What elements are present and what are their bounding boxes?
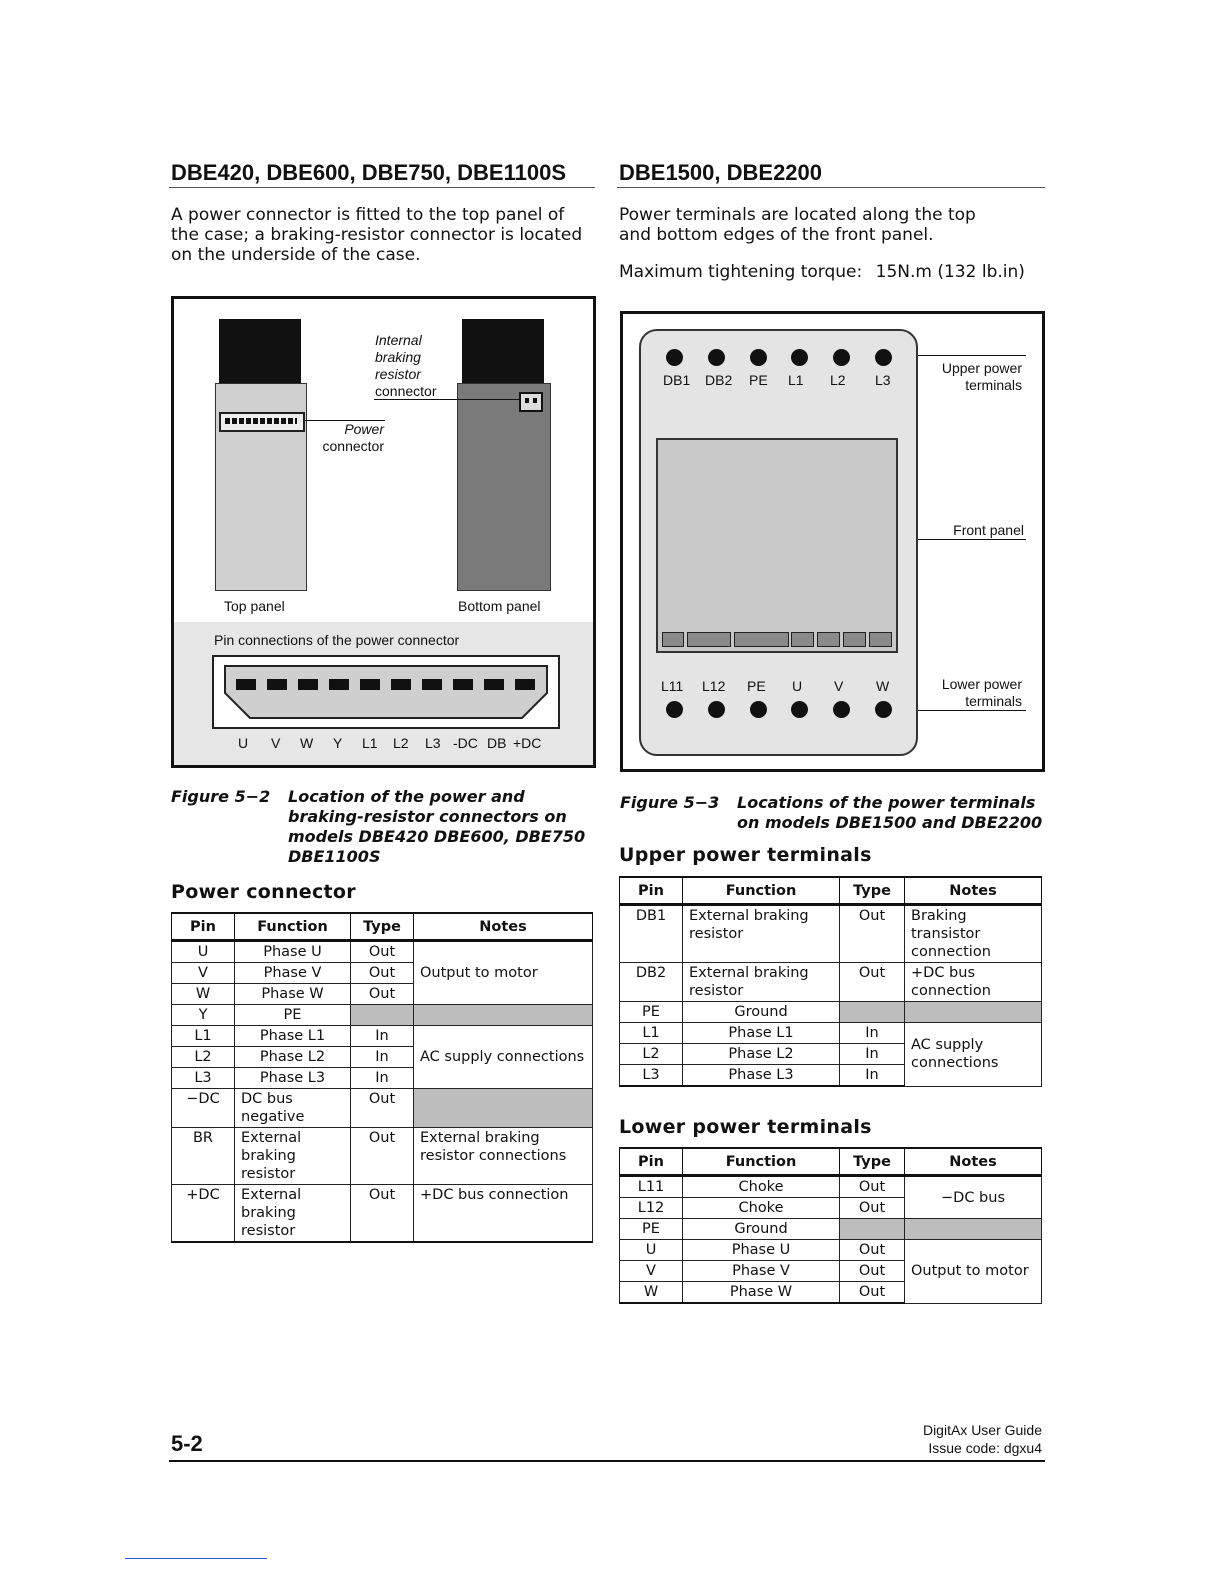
footer-issue: Issue code: dgxu4 bbox=[928, 1440, 1042, 1456]
th-function: Function bbox=[683, 877, 840, 905]
upper-terminal-db2 bbox=[708, 349, 725, 366]
table-row: DB1 External braking resistor Out Braking transistor connection bbox=[620, 905, 1042, 963]
right-heading-rule bbox=[617, 187, 1045, 188]
top-panel-label: Top panel bbox=[224, 598, 285, 614]
notes-ac: AC supply connections bbox=[414, 1026, 593, 1089]
th-type: Type bbox=[351, 913, 414, 941]
plug-pin-7 bbox=[422, 679, 442, 690]
upper-label-db2: DB2 bbox=[705, 372, 733, 388]
pin-label-l1: L1 bbox=[362, 735, 378, 751]
pin-label-y: Y bbox=[333, 735, 343, 751]
terminal-block-6 bbox=[843, 632, 866, 647]
table-row: L1 Phase L1 In AC supply connections bbox=[620, 1023, 1042, 1044]
bottom-link-line bbox=[125, 1558, 267, 1559]
lower-terminal-l12 bbox=[708, 701, 725, 718]
left-intro: A power connector is fitted to the top panel of the case; a braking-resistor connector is located on the underside of the case. bbox=[171, 205, 583, 265]
table-row: L12 Choke Out bbox=[620, 1198, 1042, 1219]
upper-terminals-label: Upper power terminals bbox=[941, 360, 1022, 393]
left-heading: DBE420, DBE600, DBE750, DBE1100S bbox=[171, 160, 566, 185]
power-connector-title: Power connector bbox=[171, 881, 356, 903]
plug-pin-9 bbox=[484, 679, 504, 690]
upper-leader-line bbox=[918, 355, 1026, 356]
table-row: L1 Phase L1 In AC supply connections bbox=[172, 1026, 593, 1047]
left-heading-rule bbox=[169, 187, 595, 188]
table-row: U Phase U Out Output to motor bbox=[620, 1240, 1042, 1261]
lower-label-u: U bbox=[792, 678, 803, 694]
th-function: Function bbox=[683, 1148, 840, 1176]
page-number: 5-2 bbox=[171, 1431, 203, 1456]
front-panel-label: Front panel bbox=[953, 522, 1024, 538]
table-row: L2 Phase L2 In bbox=[172, 1047, 593, 1068]
front-leader-line bbox=[918, 539, 1026, 540]
left-figure-number: Figure 5−2 bbox=[171, 787, 271, 806]
table-row: W Phase W Out bbox=[620, 1282, 1042, 1304]
lower-terminals-table bbox=[619, 1147, 1042, 1304]
upper-label-db1: DB1 bbox=[663, 372, 691, 388]
notes-motor: Output to motor bbox=[905, 1240, 1042, 1304]
power-connector-socket bbox=[219, 412, 305, 432]
upper-label-l2: L2 bbox=[830, 372, 846, 388]
table-row: L2 Phase L2 In bbox=[620, 1044, 1042, 1065]
table-row: W Phase W Out bbox=[172, 984, 593, 1005]
lower-label-l12: L12 bbox=[702, 678, 726, 694]
right-heading: DBE1500, DBE2200 bbox=[619, 160, 823, 185]
pin-label-u: U bbox=[238, 735, 249, 751]
pin-label-l3: L3 bbox=[425, 735, 441, 751]
lower-terminals-title: Lower power terminals bbox=[619, 1116, 872, 1138]
footer-guide: DigitAx User Guide bbox=[922, 1422, 1042, 1438]
th-notes: Notes bbox=[905, 1148, 1042, 1176]
lower-terminal-l11 bbox=[666, 701, 683, 718]
table-row: U Phase U Out Output to motor bbox=[172, 941, 593, 963]
lower-terminals-label: Lower power terminals bbox=[941, 676, 1022, 709]
torque-label: Maximum tightening torque: bbox=[619, 262, 863, 282]
upper-terminal-pe bbox=[750, 349, 767, 366]
plug-pin-4 bbox=[329, 679, 349, 690]
table-row: +DC External braking resistor Out +DC bus connection bbox=[172, 1185, 593, 1243]
plug-pin-10 bbox=[515, 679, 535, 690]
table-row: DB2 External braking resistor Out +DC bus connection bbox=[620, 963, 1042, 1002]
left-diagram bbox=[171, 296, 596, 768]
power-connector-table bbox=[171, 912, 593, 1243]
pin-label-l2: L2 bbox=[393, 735, 409, 751]
lower-label-l11: L11 bbox=[661, 678, 684, 694]
bottom-panel-label: Bottom panel bbox=[458, 598, 541, 614]
th-type: Type bbox=[840, 1148, 905, 1176]
right-figure-caption: Locations of the power terminals on models DBE1500 and DBE2200 bbox=[737, 793, 1043, 832]
plug-pin-1 bbox=[236, 679, 256, 690]
notes-dc-bus: −DC bus bbox=[905, 1176, 1042, 1219]
power-connector-label: Power connector bbox=[322, 421, 384, 454]
table-row: PE Ground bbox=[620, 1219, 1042, 1240]
upper-label-l3: L3 bbox=[875, 372, 891, 388]
upper-terminal-l2 bbox=[833, 349, 850, 366]
lower-terminal-u bbox=[791, 701, 808, 718]
table-row: V Phase V Out bbox=[620, 1261, 1042, 1282]
lower-leader-line bbox=[918, 710, 1026, 711]
pin-label-plus-dc: +DC bbox=[513, 735, 542, 751]
terminal-block-2 bbox=[687, 632, 731, 647]
th-function: Function bbox=[235, 913, 351, 941]
torque-line bbox=[619, 262, 1025, 282]
th-type: Type bbox=[840, 877, 905, 905]
terminal-block-4 bbox=[791, 632, 814, 647]
torque-value: 15N.m (132 lb.in) bbox=[875, 262, 1025, 282]
upper-label-l1: L1 bbox=[788, 372, 804, 388]
notes-ac: AC supply connections bbox=[905, 1023, 1042, 1087]
upper-label-pe: PE bbox=[749, 372, 768, 388]
th-pin: Pin bbox=[172, 913, 235, 941]
pin-label-minus-dc: -DC bbox=[453, 735, 478, 751]
plug-pin-8 bbox=[453, 679, 473, 690]
notes-dc: +DC bus connection bbox=[414, 1185, 593, 1243]
terminal-block-7 bbox=[869, 632, 892, 647]
table-row: L3 Phase L3 In bbox=[620, 1065, 1042, 1087]
table-row: BR External braking resistor Out External braking resistor connections bbox=[172, 1128, 593, 1185]
th-pin: Pin bbox=[620, 877, 683, 905]
th-notes: Notes bbox=[414, 913, 593, 941]
th-pin: Pin bbox=[620, 1148, 683, 1176]
notes-br: External braking resistor connections bbox=[414, 1128, 593, 1185]
lower-label-v: V bbox=[834, 678, 844, 694]
upper-terminal-l3 bbox=[875, 349, 892, 366]
notes-output: Output to motor bbox=[414, 941, 593, 1005]
table-row: Y PE bbox=[172, 1005, 593, 1026]
front-panel-screen bbox=[656, 438, 898, 653]
pin-label-v: V bbox=[271, 735, 281, 751]
table-row: L3 Phase L3 In bbox=[172, 1068, 593, 1089]
plug-pin-5 bbox=[360, 679, 380, 690]
pin-label-db: DB bbox=[487, 735, 507, 751]
pin-label-w: W bbox=[300, 735, 314, 751]
lower-terminal-pe bbox=[750, 701, 767, 718]
footer-rule bbox=[169, 1460, 1045, 1462]
bottom-panel-body bbox=[457, 383, 551, 591]
bottom-panel-cap bbox=[462, 319, 544, 383]
power-connector-plug-outline bbox=[224, 665, 548, 719]
plug-pin-2 bbox=[267, 679, 287, 690]
lower-label-pe: PE bbox=[747, 678, 766, 694]
right-diagram bbox=[620, 311, 1045, 772]
table-row: L11 Choke Out −DC bus bbox=[620, 1176, 1042, 1198]
top-panel-cap bbox=[219, 319, 301, 383]
left-figure-caption: Location of the power and braking-resistor connectors on models DBE420 DBE600, DBE750 DBE1100S bbox=[288, 787, 586, 866]
upper-terminals-table bbox=[619, 876, 1042, 1087]
terminal-block-3 bbox=[734, 632, 789, 647]
th-notes: Notes bbox=[905, 877, 1042, 905]
internal-braking-label: Internal braking resistor connector bbox=[375, 332, 437, 399]
lower-terminal-v bbox=[833, 701, 850, 718]
upper-terminal-l1 bbox=[791, 349, 808, 366]
plug-pin-3 bbox=[298, 679, 318, 690]
pin-section-title: Pin connections of the power connector bbox=[214, 632, 460, 648]
terminal-block-5 bbox=[817, 632, 840, 647]
right-figure-number: Figure 5−3 bbox=[620, 793, 720, 812]
upper-terminal-db1 bbox=[666, 349, 683, 366]
table-row: −DC DC bus negative Out bbox=[172, 1089, 593, 1128]
braking-resistor-connector bbox=[519, 392, 543, 412]
terminal-block-1 bbox=[662, 632, 684, 647]
plug-pin-6 bbox=[391, 679, 411, 690]
lower-label-w: W bbox=[876, 678, 890, 694]
table-row: V Phase V Out bbox=[172, 963, 593, 984]
lower-terminal-w bbox=[875, 701, 892, 718]
right-intro: Power terminals are located along the top and bottom edges of the front panel. bbox=[619, 205, 976, 245]
upper-terminals-title: Upper power terminals bbox=[619, 844, 872, 866]
table-row: PE Ground bbox=[620, 1002, 1042, 1023]
